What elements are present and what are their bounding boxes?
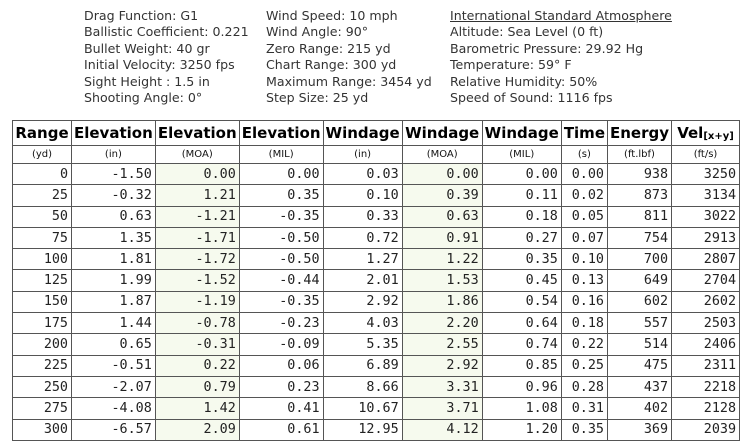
cell-elevation-mil: -0.35 (239, 291, 323, 312)
cell-velocity: 2128 (672, 398, 740, 419)
cell-range: 150 (13, 291, 72, 312)
cell-windage-in: 0.03 (323, 164, 402, 185)
ballistics-table (12, 120, 740, 441)
param-line: Temperature: 59° F (450, 57, 572, 73)
cell-windage-moa: 0.00 (402, 164, 482, 185)
cell-windage-in: 4.03 (323, 313, 402, 334)
cell-elevation-mil: -0.35 (239, 206, 323, 227)
param-line: Zero Range: 215 yd (266, 40, 391, 56)
cell-elevation-mil: 0.06 (239, 355, 323, 376)
cell-windage-moa: 3.31 (402, 376, 482, 397)
cell-windage-in: 2.01 (323, 270, 402, 291)
param-line: Altitude: Sea Level (0 ft) (450, 24, 604, 40)
cell-energy: 602 (608, 291, 672, 312)
cell-elevation-moa: 2.09 (155, 419, 239, 440)
cell-elevation-moa: -1.72 (155, 249, 239, 270)
ballistic-parameters (0, 8, 750, 108)
cell-time: 0.35 (561, 419, 607, 440)
param-line: Drag Function: G1 (84, 8, 199, 23)
cell-windage-moa: 3.71 (402, 398, 482, 419)
cell-elevation-moa: 0.79 (155, 376, 239, 397)
cell-velocity: 2503 (672, 313, 740, 334)
cell-elevation-in: 1.87 (72, 291, 156, 312)
param-line: Wind Speed: 10 mph (266, 8, 398, 23)
unit-label-time: (s) (561, 146, 607, 164)
param-line: Shooting Angle: 0° (84, 90, 203, 106)
cell-windage-mil: 0.54 (482, 291, 561, 312)
cell-energy: 557 (608, 313, 672, 334)
table-row (13, 206, 740, 227)
column-header-label: Elevation (241, 124, 321, 142)
cell-elevation-moa: -1.21 (155, 206, 239, 227)
cell-elevation-moa: -1.71 (155, 227, 239, 248)
unit-label-windage-moa: (MOA) (402, 146, 482, 164)
table-row (13, 227, 740, 248)
cell-time: 0.25 (561, 355, 607, 376)
cell-velocity: 2807 (672, 249, 740, 270)
cell-windage-moa: 2.20 (402, 313, 482, 334)
table-row (13, 291, 740, 312)
cell-velocity: 2039 (672, 419, 740, 440)
cell-time: 0.28 (561, 376, 607, 397)
column-header-label: Windage (325, 124, 400, 142)
param-line: Speed of Sound: 1116 fps (450, 90, 613, 106)
column-header-label: Windage (484, 124, 559, 142)
table-row (13, 164, 740, 185)
cell-elevation-mil: 0.41 (239, 398, 323, 419)
cell-energy: 402 (608, 398, 672, 419)
cell-elevation-in: 1.44 (72, 313, 156, 334)
cell-time: 0.02 (561, 185, 607, 206)
cell-elevation-in: 0.65 (72, 334, 156, 355)
bullet-parameters (84, 8, 249, 106)
column-header-label: Time (563, 124, 605, 142)
unit-label-elevation-in: (in) (72, 146, 156, 164)
cell-energy: 369 (608, 419, 672, 440)
column-header-range (13, 121, 72, 146)
cell-time: 0.00 (561, 164, 607, 185)
cell-elevation-mil: -0.09 (239, 334, 323, 355)
cell-elevation-moa: -0.31 (155, 334, 239, 355)
cell-elevation-in: -6.57 (72, 419, 156, 440)
cell-elevation-in: -0.32 (72, 185, 156, 206)
param-line: Sight Height : 1.5 in (84, 73, 210, 89)
param-line: Maximum Range: 3454 yd (266, 73, 432, 89)
cell-range: 50 (13, 206, 72, 227)
cell-elevation-in: -4.08 (72, 398, 156, 419)
cell-energy: 700 (608, 249, 672, 270)
column-header-elevation-in (72, 121, 156, 146)
cell-windage-in: 2.92 (323, 291, 402, 312)
column-header-energy (608, 121, 672, 146)
param-line: Barometric Pressure: 29.92 Hg (450, 40, 644, 56)
cell-elevation-in: 1.99 (72, 270, 156, 291)
cell-windage-mil: 0.45 (482, 270, 561, 291)
cell-windage-in: 1.27 (323, 249, 402, 270)
param-line: Wind Angle: 90° (266, 24, 369, 40)
cell-range: 175 (13, 313, 72, 334)
cell-energy: 811 (608, 206, 672, 227)
cell-windage-in: 12.95 (323, 419, 402, 440)
atmosphere-parameters (450, 8, 672, 106)
cell-elevation-in: 0.63 (72, 206, 156, 227)
cell-time: 0.31 (561, 398, 607, 419)
table-body (13, 164, 740, 441)
range-wind-parameters (266, 8, 432, 106)
cell-elevation-in: 1.35 (72, 227, 156, 248)
unit-label-energy: (ft.lbf) (608, 146, 672, 164)
cell-windage-in: 0.10 (323, 185, 402, 206)
column-header-time (561, 121, 607, 146)
cell-time: 0.22 (561, 334, 607, 355)
table-row (13, 419, 740, 440)
cell-elevation-mil: -0.23 (239, 313, 323, 334)
cell-velocity: 3022 (672, 206, 740, 227)
cell-windage-moa: 1.86 (402, 291, 482, 312)
cell-windage-mil: 0.27 (482, 227, 561, 248)
cell-velocity: 2311 (672, 355, 740, 376)
cell-velocity: 2218 (672, 376, 740, 397)
cell-range: 100 (13, 249, 72, 270)
cell-time: 0.10 (561, 249, 607, 270)
cell-windage-in: 5.35 (323, 334, 402, 355)
cell-windage-mil: 0.85 (482, 355, 561, 376)
cell-time: 0.16 (561, 291, 607, 312)
param-line: Bullet Weight: 40 gr (84, 40, 210, 56)
atmosphere-heading[interactable]: International Standard Atmosphere (450, 8, 672, 23)
cell-windage-mil: 0.96 (482, 376, 561, 397)
cell-windage-moa: 2.92 (402, 355, 482, 376)
column-header-windage-mil (482, 121, 561, 146)
param-line: Step Size: 25 yd (266, 90, 369, 106)
cell-energy: 514 (608, 334, 672, 355)
table-row (13, 334, 740, 355)
cell-velocity: 3250 (672, 164, 740, 185)
cell-elevation-in: 1.81 (72, 249, 156, 270)
table-header-row (13, 121, 740, 146)
column-header-elevation-moa (155, 121, 239, 146)
cell-time: 0.07 (561, 227, 607, 248)
cell-energy: 938 (608, 164, 672, 185)
cell-windage-mil: 0.11 (482, 185, 561, 206)
cell-elevation-in: -1.50 (72, 164, 156, 185)
cell-elevation-mil: -0.50 (239, 249, 323, 270)
cell-elevation-moa: -1.52 (155, 270, 239, 291)
cell-windage-moa: 1.22 (402, 249, 482, 270)
cell-elevation-mil: 0.23 (239, 376, 323, 397)
cell-velocity: 3134 (672, 185, 740, 206)
cell-range: 225 (13, 355, 72, 376)
table-row (13, 249, 740, 270)
param-line: Relative Humidity: 50% (450, 73, 598, 89)
cell-time: 0.18 (561, 313, 607, 334)
cell-windage-in: 0.33 (323, 206, 402, 227)
cell-energy: 475 (608, 355, 672, 376)
cell-windage-moa: 0.39 (402, 185, 482, 206)
cell-windage-moa: 1.53 (402, 270, 482, 291)
cell-energy: 873 (608, 185, 672, 206)
column-header-label: Elevation (74, 124, 153, 142)
cell-windage-moa: 0.91 (402, 227, 482, 248)
column-header-windage-in (323, 121, 402, 146)
cell-windage-mil: 0.00 (482, 164, 561, 185)
cell-windage-mil: 0.35 (482, 249, 561, 270)
cell-range: 250 (13, 376, 72, 397)
table-row (13, 270, 740, 291)
column-header-label: Vel (677, 124, 704, 142)
cell-windage-mil: 1.20 (482, 419, 561, 440)
cell-elevation-mil: 0.35 (239, 185, 323, 206)
velocity-subscript: [x+y] (703, 131, 734, 142)
cell-range: 25 (13, 185, 72, 206)
column-header-elevation-mil (239, 121, 323, 146)
table-units-row (13, 146, 740, 164)
cell-elevation-moa: 0.00 (155, 164, 239, 185)
cell-energy: 649 (608, 270, 672, 291)
cell-windage-moa: 0.63 (402, 206, 482, 227)
cell-velocity: 2913 (672, 227, 740, 248)
cell-range: 200 (13, 334, 72, 355)
table-row (13, 398, 740, 419)
cell-windage-mil: 0.18 (482, 206, 561, 227)
cell-elevation-moa: -1.19 (155, 291, 239, 312)
unit-label-range: (yd) (13, 146, 72, 164)
cell-windage-moa: 2.55 (402, 334, 482, 355)
param-line: Chart Range: 300 yd (266, 57, 397, 73)
cell-windage-in: 0.72 (323, 227, 402, 248)
cell-range: 300 (13, 419, 72, 440)
column-header-label: Elevation (157, 124, 237, 142)
cell-elevation-mil: 0.61 (239, 419, 323, 440)
cell-windage-mil: 1.08 (482, 398, 561, 419)
cell-energy: 437 (608, 376, 672, 397)
cell-elevation-moa: -0.78 (155, 313, 239, 334)
unit-label-velocity: (ft/s) (672, 146, 740, 164)
column-header-velocity (672, 121, 740, 146)
cell-windage-mil: 0.74 (482, 334, 561, 355)
cell-elevation-mil: 0.00 (239, 164, 323, 185)
cell-elevation-in: -0.51 (72, 355, 156, 376)
column-header-label: Energy (610, 124, 670, 142)
param-line: Ballistic Coefficient: 0.221 (84, 24, 249, 40)
cell-velocity: 2704 (672, 270, 740, 291)
unit-label-windage-mil: (MIL) (482, 146, 561, 164)
cell-windage-in: 6.89 (323, 355, 402, 376)
cell-windage-mil: 0.64 (482, 313, 561, 334)
table-row (13, 185, 740, 206)
unit-label-windage-in: (in) (323, 146, 402, 164)
cell-windage-in: 10.67 (323, 398, 402, 419)
unit-label-elevation-mil: (MIL) (239, 146, 323, 164)
cell-range: 125 (13, 270, 72, 291)
column-header-label: Range (15, 124, 69, 142)
cell-elevation-mil: -0.50 (239, 227, 323, 248)
cell-elevation-moa: 1.42 (155, 398, 239, 419)
table-row (13, 376, 740, 397)
cell-velocity: 2602 (672, 291, 740, 312)
cell-range: 275 (13, 398, 72, 419)
column-header-label: Windage (405, 124, 480, 142)
table-row (13, 313, 740, 334)
cell-windage-moa: 4.12 (402, 419, 482, 440)
column-header-windage-moa (402, 121, 482, 146)
cell-elevation-mil: -0.44 (239, 270, 323, 291)
param-line: Initial Velocity: 3250 fps (84, 57, 235, 73)
cell-elevation-moa: 1.21 (155, 185, 239, 206)
cell-time: 0.05 (561, 206, 607, 227)
cell-time: 0.13 (561, 270, 607, 291)
cell-elevation-moa: 0.22 (155, 355, 239, 376)
cell-energy: 754 (608, 227, 672, 248)
unit-label-elevation-moa: (MOA) (155, 146, 239, 164)
cell-windage-in: 8.66 (323, 376, 402, 397)
cell-elevation-in: -2.07 (72, 376, 156, 397)
cell-velocity: 2406 (672, 334, 740, 355)
cell-range: 75 (13, 227, 72, 248)
table-row (13, 355, 740, 376)
cell-range: 0 (13, 164, 72, 185)
